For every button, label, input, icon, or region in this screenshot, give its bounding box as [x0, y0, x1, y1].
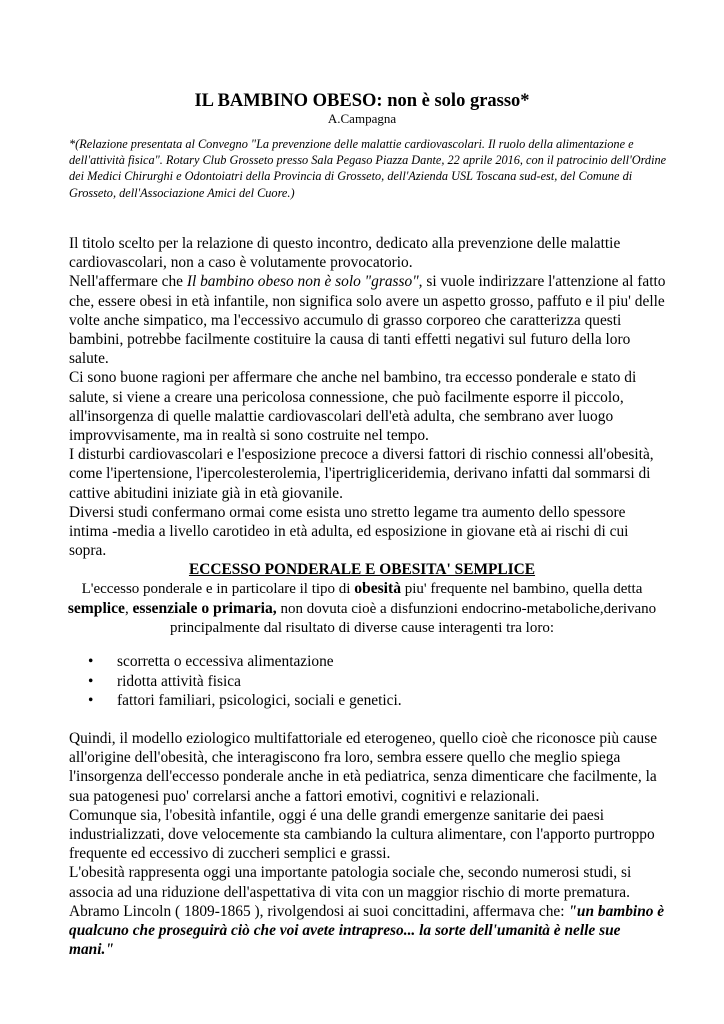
bullet-icon: • — [88, 672, 94, 690]
closing-paragraph-2: Comunque sia, l'obesità infantile, oggi é una delle grandi emergenze sanitarie dei paesi industrializzati, dove velocemente sta cambiando la cultura alimentare, con l'apporto purtroppo frequente ed eccessivo di zuccheri semplici e grassi. — [69, 806, 655, 863]
causes-list — [82, 652, 642, 711]
lincoln-quote: "un bambino è qualcuno che proseguirà ciò che voi avete intrapreso... la sorte dell'umanità è nelle sue mani." — [69, 902, 665, 959]
document-author: A.Campagna — [327, 111, 397, 126]
presentation-note-text: *(Relazione presentata al Convegno "La prevenzione delle malattie cardiovascolari. Il ruolo della alimentazione e dell'attività fisica". Rotary Club Grosseto presso Sala Pegaso Piazza Dante, 22 aprile 2016, con il patrocinio dell'Ordine dei Medici Chirurghi e Odontoiatri della Provincia di Grosseto, dell'Azienda USL Toscana sud-est, del Comune di Grosseto, dell'Associazione Amici del Cuore.) — [69, 137, 667, 200]
section-text-4: non dovuta cioè a disfunzioni endocrino-metaboliche,derivano principalmente dal risultato di diverse cause interagenti tra loro: — [169, 601, 657, 637]
intro-paragraph-5: Diversi studi confermano ormai come esista uno stretto legame tra aumento dello spessore intima -media a livello carotideo in età adulta, ed esposizione in giovane età ai rischi di cui sopra. — [69, 503, 629, 560]
closing-paragraph-1: Quindi, il modello eziologico multifattoriale ed eterogeneo, quello cioè che riconosce più cause all'origine dell'obesità, che interagiscono fra loro, sembra essere quello che meglio spiega l'insorgenza dell'eccesso ponderale anche in età pediatrica, senza dimenticare che facilmente, la sua patogenesi puo' correlarsi anche a fattori emotivi, cognitivi e relazionali. — [69, 730, 658, 805]
bullet-icon: • — [88, 692, 94, 709]
intro-paragraph-4: I disturbi cardiovascolari e l'esposizione precoce a diversi fattori di rischio connessi all'obesità, come l'ipertensione, l'ipercolesterolemia, l'ipertrigliceridemia, derivano infatti dal sommarsi di cattive abitudini iniziate già in età giovanile. — [69, 446, 654, 502]
intro-paragraph-2 — [69, 272, 667, 368]
section-bold-semplice: semplice — [67, 600, 125, 618]
list-item-text: fattori familiari, psicologici, sociali e genetici. — [117, 692, 402, 709]
list-item-text: scorretta o eccessiva alimentazione — [117, 653, 334, 670]
intro-paragraph-3: Ci sono buone ragioni per affermare che anche nel bambino, tra eccesso ponderale e stato di salute, si viene a creare una pericolosa connessione, che può facilmente esporre il piccolo, all'insorgenza di quelle malattie cardiovascolari dell'età adulta, che sembrano aver luogo improvvisamente, ma in realtà si sono costruite nel tempo. — [69, 369, 637, 445]
list-item — [82, 691, 642, 711]
section-text-2: piu' frequente nel bambino, quella detta — [401, 581, 643, 597]
section-text-3: , — [124, 601, 133, 618]
intro-paragraph-1: Il titolo scelto per la relazione di questo incontro, dedicato alla prevenzione delle malattie cardiovascolari, non a caso è volutamente provocatorio. — [69, 235, 621, 272]
intro-section — [69, 234, 667, 560]
list-item-text: ridotta attività fisica — [117, 672, 241, 690]
intro-paragraph-2-rest: si vuole indirizzare l'attenzione al fatto che, essere obesi in età infantile, non significa solo avere un aspetto grosso, paffuto e il piu' delle volte anche simpatico, ma l'eccessivo accumulo di grasso corporeo che caratterizza questi bambini, potrebbe facilmente costituire la causa di tanti effetti negativi sul futuro della loro salute. — [69, 273, 666, 368]
section-bold-obesita: obesità — [354, 580, 401, 597]
closing-paragraph-3 — [69, 863, 667, 959]
document-title: IL BAMBINO OBESO: non è solo grasso* — [194, 91, 530, 111]
section-bold-essenziale: essenziale o primaria, — [132, 600, 277, 618]
section-text-1: L'eccesso ponderale e in particolare il tipo di — [81, 581, 355, 597]
list-item — [82, 672, 642, 692]
intro-paragraph-2-italic: Il bambino obeso non è solo "grasso", — [186, 273, 423, 291]
section-intro-paragraph — [58, 579, 666, 639]
closing-section — [69, 729, 667, 959]
presentation-note — [69, 136, 669, 201]
closing-paragraph-3-text: L'obesità rappresenta oggi una importante patologia sociale che, secondo numerosi studi, si associa ad una riduzione dell'aspettativa di vita con un maggior rischio di morte prematura. Abramo Lincoln ( 1809-1865 ), rivolgendosi ai suoi concittadini, affermava che: — [69, 864, 632, 920]
bullet-icon: • — [88, 653, 94, 670]
intro-paragraph-2-start: Nell'affermare che — [69, 273, 187, 291]
section-heading: ECCESSO PONDERALE E OBESITA' SEMPLICE — [188, 561, 536, 578]
list-item — [82, 652, 642, 672]
